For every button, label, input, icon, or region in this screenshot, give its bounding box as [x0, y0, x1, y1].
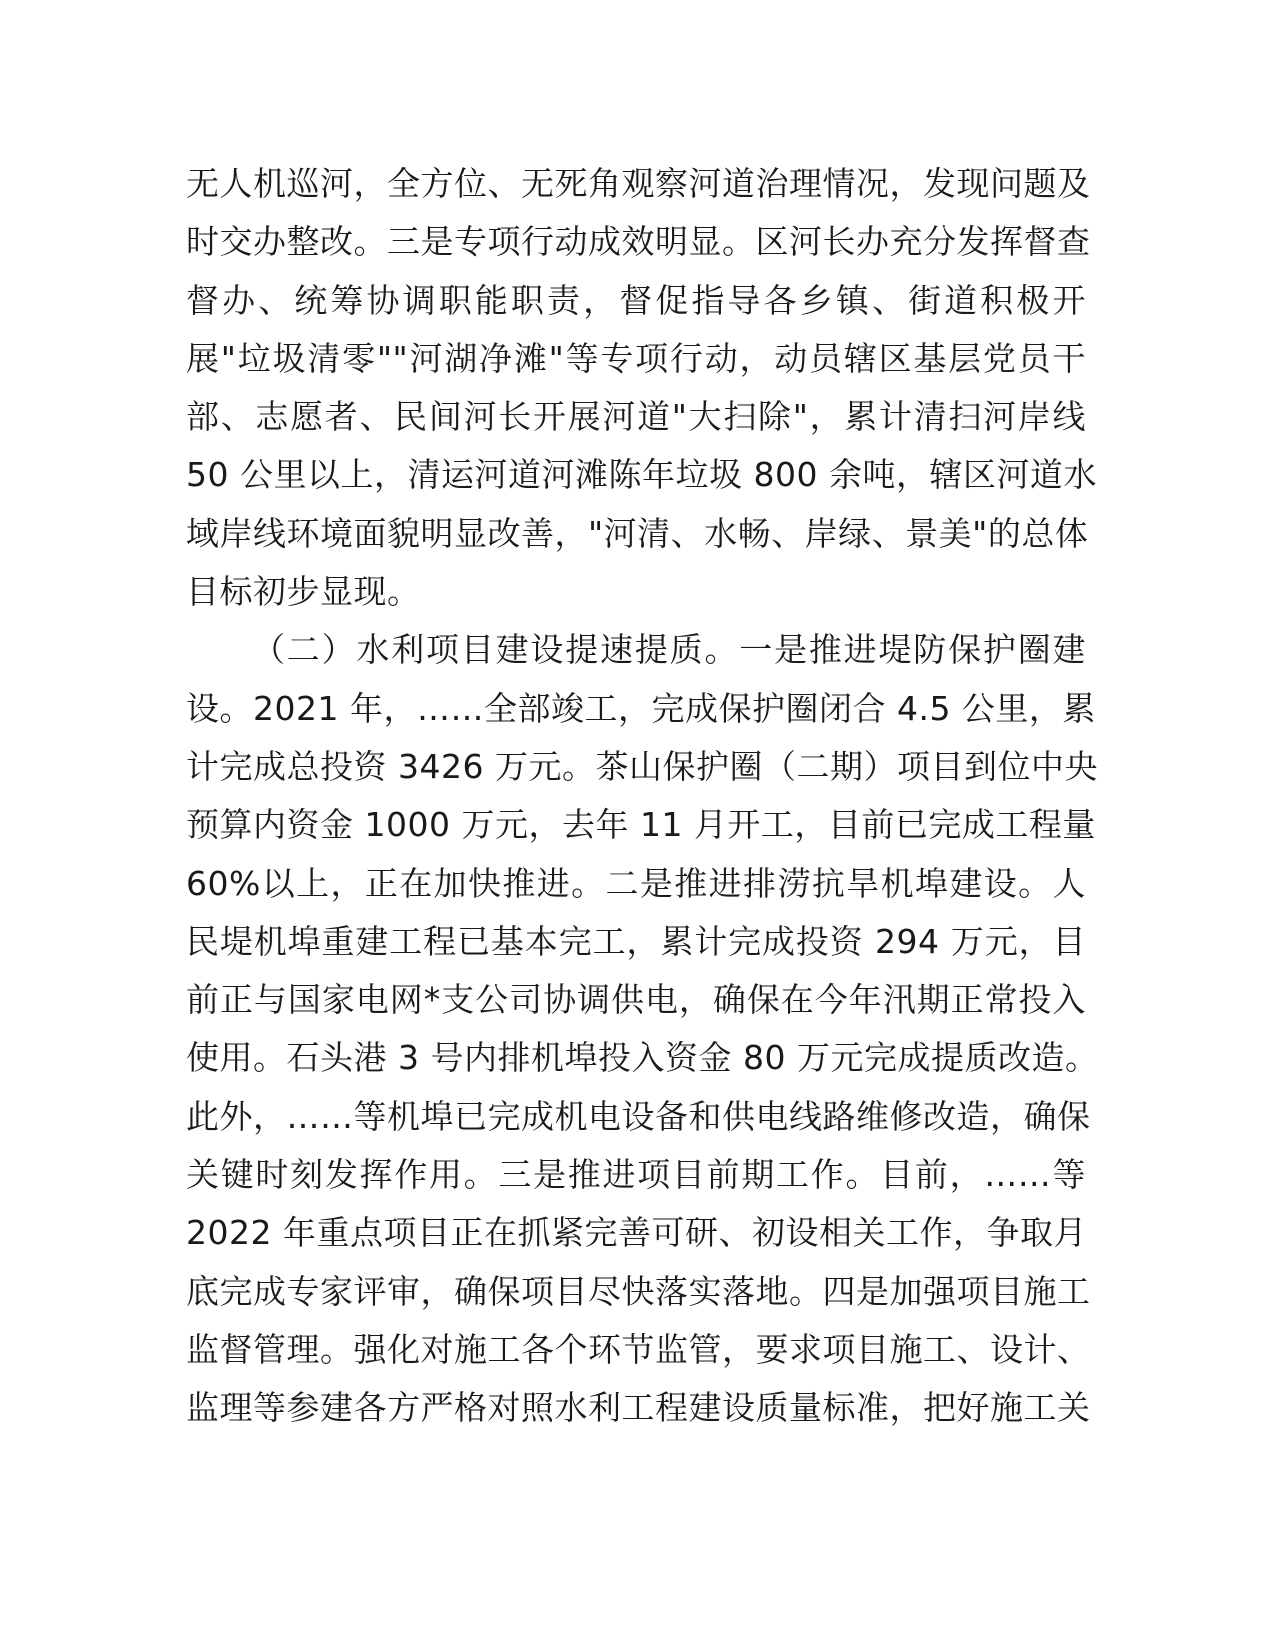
text-line: 2022 年重点项目正在抓紧完善可研、初设相关工作，争取月: [186, 1213, 1087, 1253]
text-line: 前正与国家电网*支公司协调供电，确保在今年汛期正常投入: [186, 980, 1086, 1020]
text-line: 展"垃圾清零""河湖净滩"等专项行动，动员辖区基层党员干: [186, 338, 1086, 378]
text-line: 50 公里以上，清运河道河滩陈年垃圾 800 余吨，辖区河道水: [186, 455, 1097, 495]
text-line: 监督管理。强化对施工各个环节监管，要求项目施工、设计、: [186, 1329, 1091, 1369]
paragraph-water-projects: [186, 621, 1099, 1437]
text-line: 目标初步显现。: [186, 572, 421, 612]
document-body: [186, 155, 1099, 1438]
text-line: 时交办整改。三是专项行动成效明显。区河长办充分发挥督查: [186, 222, 1091, 262]
text-line: 无人机巡河，全方位、无死角观察河道治理情况，发现问题及: [186, 164, 1091, 203]
paragraph-river-patrol: [186, 155, 1097, 621]
text-line: 民堤机埠重建工程已基本完工，累计完成投资 294 万元，目: [186, 921, 1086, 961]
text-line: 监理等参建各方严格对照水利工程建设质量标准，把好施工关: [186, 1388, 1091, 1428]
text-line: 设。2021 年，……全部竣工，完成保护圈闭合 4.5 公里，累: [186, 688, 1096, 728]
text-line: 使用。石头港 3 号内排机埠投入资金 80 万元完成提质改造。: [186, 1038, 1099, 1078]
text-line: 部、志愿者、民间河长开展河道"大扫除"，累计清扫河岸线: [186, 397, 1086, 437]
text-line: 此外，……等机埠已完成机电设备和供电线路维修改造，确保: [186, 1096, 1091, 1136]
text-line: 预算内资金 1000 万元，去年 11 月开工，目前已完成工程量: [186, 805, 1096, 845]
text-line: 60%以上，正在加快推进。二是推进排涝抗旱机埠建设。人: [186, 863, 1086, 903]
text-line: 底完成专家评审，确保项目尽快落实落地。四是加强项目施工: [186, 1271, 1091, 1311]
text-line: 计完成总投资 3426 万元。茶山保护圈（二期）项目到位中央: [186, 746, 1098, 786]
text-line: 域岸线环境面貌明显改善，"河清、水畅、岸绿、景美"的总体: [186, 513, 1089, 553]
text-line: 关键时刻发挥作用。三是推进项目前期工作。目前，……等: [186, 1155, 1086, 1195]
text-line: 督办、统筹协调职能职责，督促指导各乡镇、街道积极开: [186, 280, 1086, 320]
section-heading-line: （二）水利项目建设提速提质。一是推进堤防保护圈建: [252, 630, 1086, 670]
